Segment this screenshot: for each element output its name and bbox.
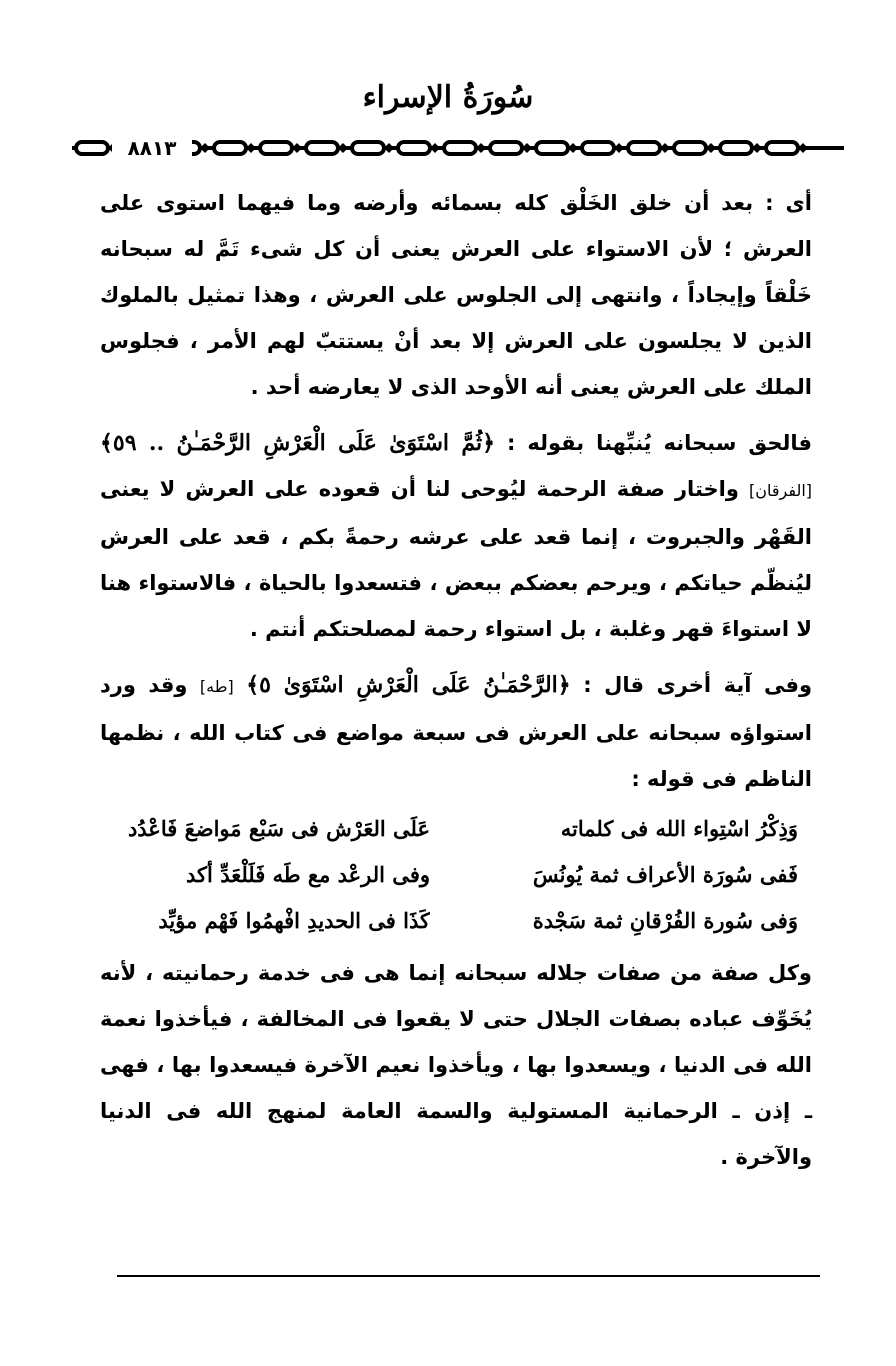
ornament-diamond: [246, 143, 256, 153]
poem-first-hemistich: وَذِكْرُ اسْتِواء الله فى كلماته: [560, 816, 798, 841]
ornament-link: [76, 142, 108, 154]
paragraph-4: وكل صفة من صفات جلاله سبحانه إنما هى فى خدمة رحمانيته ، لأنه يُخَوِّف عباده بصفات الجلال حتى لا يقعوا فى المخالفة ، فيأخذوا نعمة الله فى الدنيا ، ويسعدوا بها ، ويأخذوا نعيم الآخرة فيسعدوا بها ، فهى ـ إذن ـ الرحمانية المستولية والسمة العامة لمنهج الله فى الدنيا والآخرة .: [100, 961, 812, 1169]
paragraph-1: أى : بعد أن خلق الخَلْق كله بسمائه وأرضه وما فيهما استوى على العرش ؛ لأن الاستواء على العرش يعنى أن كل شىء تَمَّ له سبحانه خَلْقاً وإيجاداً ، وانتهى إلى الجلوس على العرش ، وهذا تمثيل بالملوك الذين لا يجلسون على العرش إلا بعد أنْ يستتبّ لهم الأمر ، فجلوس الملك على العرش يعنى أنه الأوحد الذى لا يعارضه أحد .: [100, 191, 812, 399]
main-text: [100, 180, 812, 1180]
ornament-link: [306, 142, 338, 154]
ornament-diamond: [476, 143, 486, 153]
poem-line: [100, 806, 812, 852]
paragraph-2: [100, 420, 812, 652]
ornament-diamond: [384, 143, 394, 153]
ornament-diamond: [660, 143, 670, 153]
ornament-link: [674, 142, 706, 154]
paragraph-2-intro: فالحق سبحانه يُنبِّهنا بقوله :: [507, 431, 812, 455]
ornament-diamond: [200, 143, 210, 153]
ornament-diamond: [338, 143, 348, 153]
ornament-diamond: [522, 143, 532, 153]
ornament-link: [720, 142, 752, 154]
ornament-diamond: [752, 143, 762, 153]
paragraph-3: [100, 662, 812, 802]
poem-first-hemistich: فَفى سُورَة الأعراف ثمة يُونُسَ: [532, 862, 798, 887]
surah-title: سُورَةُ الإسراء: [362, 80, 534, 115]
ornament-diamond: [798, 143, 808, 153]
footer-divider: [117, 1275, 820, 1277]
paragraph-3-intro: وفى آية أخرى قال :: [583, 673, 813, 697]
ornament-link: [766, 142, 798, 154]
ornament-link: [352, 142, 384, 154]
poem-line: [100, 852, 812, 898]
poem-first-hemistich: وَفى سُورة الفُرْقانِ ثمة سَجْدة: [532, 908, 798, 933]
ornament-diamond: [614, 143, 624, 153]
ornament-link: [398, 142, 430, 154]
ornament-link: [444, 142, 476, 154]
poem-line: [100, 898, 812, 944]
ornament-link: [628, 142, 660, 154]
paragraph-3-text: وقد ورد استواؤه سبحانه على العرش فى سبعة مواضع فى كتاب الله ، نظمها الناظم فى قوله :: [100, 673, 812, 791]
ornament-link: [582, 142, 614, 154]
poem-second-hemistich: كَذَا فى الحديدِ افْهمُوا فَهْم مؤيِّد: [158, 908, 430, 933]
paragraph-2-text: واختار صفة الرحمة ليُوحى لنا أن قعوده على العرش لا يعنى القَهْر والجبروت ، إنما قعد على عرشه رحمةً بكم ، قعد على العرش ليُنظّم حياتكم ، ويرحم بعضكم ببعض ، فتسعدوا بالحياة ، فالاستواء هنا لا استواءَ قهر وغلبة ، بل استواء رحمة لمصلحتكم أنتم .: [100, 477, 812, 641]
ornament-diamond: [568, 143, 578, 153]
ornament-link: [536, 142, 568, 154]
poem-block: [100, 806, 812, 944]
surah-reference-furqan: [الفرقان]: [749, 481, 813, 500]
ornament-diamond: [430, 143, 440, 153]
ornament-link: [490, 142, 522, 154]
ornament-link: [260, 142, 292, 154]
quran-verse-furqan: ﴿ثُمَّ اسْتَوَىٰ عَلَى الْعَرْشِ الرَّحْمَـٰنُ .. ٥٩﴾: [100, 430, 495, 456]
page-number: ٨٨١٣: [112, 132, 192, 164]
ornament-link: [214, 142, 246, 154]
poem-second-hemistich: عَلَى العَرْش فى سَبْع مَواضعَ فَاعْدُد: [127, 816, 430, 841]
quran-verse-taha: ﴿الرَّحْمَـٰنُ عَلَى الْعَرْشِ اسْتَوَىٰ ٥﴾: [246, 672, 571, 698]
ornament-diamond: [706, 143, 716, 153]
surah-reference-taha: [طه]: [199, 677, 234, 696]
poem-second-hemistich: وفى الرعْد مع طَه فَلَلْعَدِّ أكد: [186, 862, 430, 887]
ornament-diamond: [292, 143, 302, 153]
